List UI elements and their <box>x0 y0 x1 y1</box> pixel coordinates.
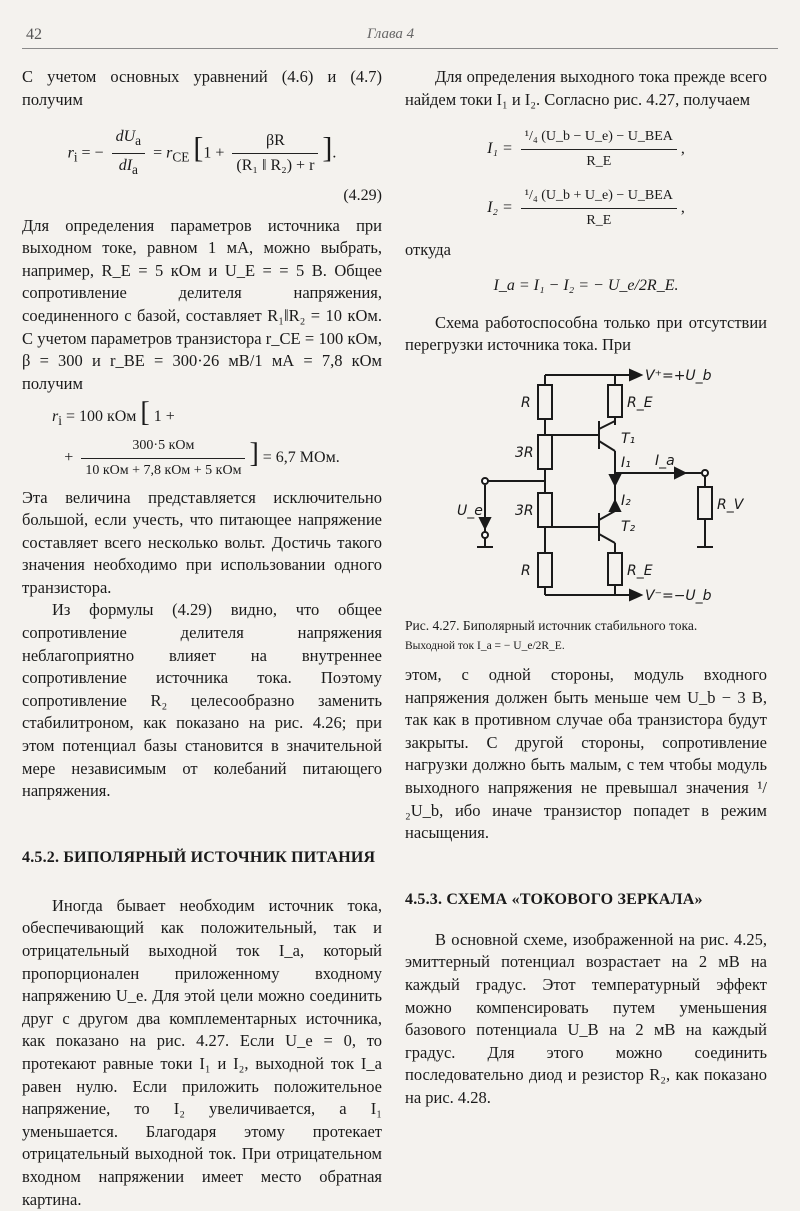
label-re-bottom: R_E <box>627 562 653 579</box>
label-r-bottom: R <box>521 562 531 579</box>
label-rv: R_V <box>717 496 744 513</box>
paragraph: Из формулы (4.29) видно, что общее сопротивление делителя напряжения неблагоприятно влияет на внутреннее сопротивление источника тока. Поэтому сопротивление R₂ целесообразно заменить стабилитроном, как показано на рис. 4.26; при этом потенциал базы становится в значительной мере независимым от колебаний питающего напряжения. <box>22 600 382 801</box>
paragraph: этом, с одной стороны, модуль входного напряжения должен быть меньше чем U_b − 3 В, так как в противном случае оба транзистора будут закрыты. С другой стороны, сопротивление нагрузки должно быть малым, с тем чтобы модуль выходного напряжения не превышал значения ¹/₂U_b, ибо иначе транзистор попадет в режим насыщения. <box>405 664 767 843</box>
label-3r-top: 3R <box>515 444 534 461</box>
label-r-top: R <box>521 394 531 411</box>
intro-paragraph: С учетом основных уравнений (4.6) и (4.7) получим <box>22 67 382 109</box>
label-i2: I₂ <box>621 492 631 509</box>
otkuda-text: откуда <box>405 240 451 260</box>
label-re-top: R_E <box>627 394 653 411</box>
figure-caption: Рис. 4.27. Биполярный источник стабильного тока. <box>405 617 698 633</box>
paragraph: Для определения параметров источника при выходном токе, равном 1 мА, можно выбрать, например, R_E = 5 кОм и U_E = = 5 В. Общее сопротивление делителя напряжения, соединенного с базой, составляет R₁‖R₂ = 10 кОм. С учетом параметров транзистора r_CE = 100 кОм, β = 300 и r_BE = 300·26 мВ/1 мА = 7,8 кОм получим <box>22 215 382 393</box>
label-i1: I₁ <box>621 454 631 471</box>
calculation-equation: $r_i = 100$ кОм [ 1 + <box>52 397 175 429</box>
equation-i1: I₁ = $\frac{\text{¹/₄ (U\_b − U\_e) − U\_BEA}}{R\_E}$ , <box>487 129 685 170</box>
equation-number: (4.29) <box>343 186 382 204</box>
left-column <box>22 66 382 1211</box>
calculation-equation-cont: + $\frac{\text{300·5 кОм}}{\text{10 кОм + 7,8 кОм + 5 кОм}}$ ] = 6,7 МОм. <box>64 437 340 478</box>
paragraph: Эта величина представляется исключительно большой, если учесть, что питающее напряжение составляет всего несколько вольт. Достичь такого значения необходимо при использовании одного транзистора. <box>22 487 382 597</box>
page-header <box>22 24 778 49</box>
label-3r-bottom: 3R <box>515 502 534 519</box>
paragraph: Схема работоспособна только при отсутствии перегрузки источника тока. При <box>405 312 767 355</box>
section-heading: 4.5.2. БИПОЛЯРНЫЙ ИСТОЧНИК ПИТАНИЯ <box>22 848 376 866</box>
equation-4-29: $r_i$ = − $\frac{dU_a}{dI_a}$ = $r_{CE}$ [1 + $\frac{\beta R}{\text{(R₁ ‖ R₂) + r}}$ ]. <box>67 128 337 178</box>
paragraph: Для определения выходного тока прежде всего найдем токи I₁ и I₂. Согласно рис. 4.27, получаем <box>405 67 767 109</box>
paragraph: В основной схеме, изображенной на рис. 4.25, эмиттерный потенциал возрастает на 2 мВ на каждый градус. Этот температурный эффект можно компенсировать путем уменьшения базового потенциала U_B на 2 мВ на каждый градус. Для этого можно соединить последовательно диод и резистор R₂, как показано на рис. 4.28. <box>405 929 767 1107</box>
equation-ia: I_a = I₁ − I₂ = − U_e/2R_E. <box>493 276 679 294</box>
paragraph: Иногда бывает необходим источник тока, обеспечивающий как положительный, так и отрицательный выходной ток I_a, который пропорционален приложенному входному напряжению U_e. Для этой цели можно соединить друг с другом два комплементарных источника, как показано на рис. 4.27. Если U_e = 0, то протекают равные токи I₁ и I₂, выходной ток I_a равен нулю. Если приложить положительное напряжение, то I₂ увеличивается, а I₁ уменьшается. Благодаря этому протекает отрицательный выходной ток. При отрицательном входном напряжении имеет место обратная картина. <box>22 895 382 1209</box>
label-t1: T₁ <box>621 430 636 447</box>
label-vminus: V⁻=−U_b <box>645 587 712 604</box>
label-ue: U_e <box>457 502 483 519</box>
label-ia: I_a <box>655 452 675 469</box>
section-heading: 4.5.3. СХЕМА «ТОКОВОГО ЗЕРКАЛА» <box>405 890 703 908</box>
page-number: 42 <box>26 26 42 43</box>
label-vplus: V⁺=+U_b <box>645 367 712 384</box>
figure-caption-sub: Выходной ток I_a = − U_e/2R_E. <box>405 639 565 652</box>
circuit-diagram <box>405 363 767 613</box>
chapter-title: Глава 4 <box>367 26 415 42</box>
right-column <box>405 66 767 1109</box>
equation-i2: I₂ = $\frac{\text{¹/₄ (U\_b + U\_e) − U\_BEA}}{R\_E}$ , <box>487 188 685 229</box>
label-t2: T₂ <box>621 518 636 535</box>
